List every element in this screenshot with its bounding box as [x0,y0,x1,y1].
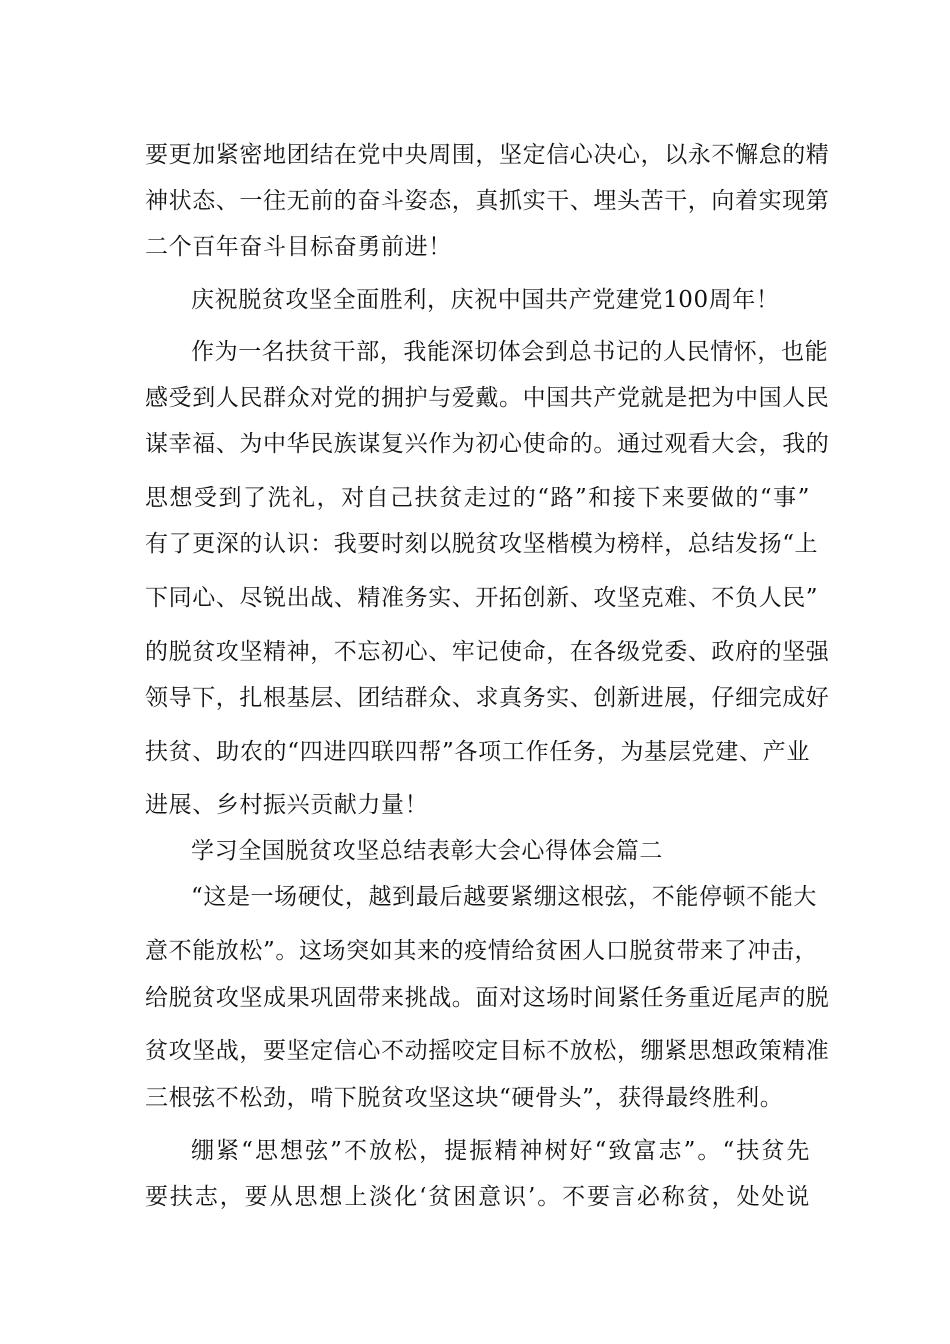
text-line: “这是一场硬仗，越到最后越要紧绷这根弦，不能停顿不能大 [191,884,817,910]
text-line: 谋幸福、为中华民族谋复兴作为初心使命的。通过观看大会，我的 [145,431,830,457]
text-line: 贫攻坚战，要坚定信心不动摇咬定目标不放松，绷紧思想政策精准 [145,1038,830,1064]
text-line: 三根弦不松劲，啃下脱贫攻坚这块“硬骨头”，获得最终胜利。 [145,1085,784,1111]
text-line: 庆祝脱贫攻坚全面胜利，庆祝中国共产党建党100周年！ [191,287,780,313]
text-line: 要扶志，要从思想上淡化‘贫困意识’。不要言必称贫，处处说 [145,1184,810,1210]
text-line: 意不能放松”。这场突如其来的疫情给贫困人口脱贫带来了冲击， [145,938,819,964]
text-line: 领导下，扎根基层、团结群众、求真务实、创新进展，仔细完成好 [145,685,830,711]
text-line: 感受到人民群众对党的拥护与爱戴。中国共产党就是把为中国人民 [145,385,830,411]
section-heading: 学习全国脱贫攻坚总结表彰大会心得体会篇二 [191,838,663,864]
text-line: 扶贫、助农的“四进四联四帮”各项工作任务，为基层党建、产业 [145,739,810,765]
text-line: 有了更深的认识：我要时刻以脱贫攻坚楷模为榜样，总结发扬“上 [145,531,819,557]
text-line: 思想受到了洗礼，对自己扶贫走过的“路”和接下来要做的“事” [145,485,810,511]
text-line: 的脱贫攻坚精神，不忘初心、牢记使命，在各级党委、政府的坚强 [145,639,830,665]
text-line: 要更加紧密地团结在党中央周围，坚定信心决心，以永不懈怠的精 [145,142,830,168]
text-line: 下同心、尽锐出战、精准务实、开拓创新、攻坚克难、不负人民” [145,585,819,611]
text-line: 给脱贫攻坚成果巩固带来挑战。面对这场时间紧任务重近尾声的脱 [145,985,830,1011]
text-line: 作为一名扶贫干部，我能深切体会到总书记的人民情怀，也能 [191,339,829,365]
text-line: 二个百年奋斗目标奋勇前进！ [145,234,452,260]
text-line: 绷紧“思想弦”不放松，提振精神树好“致富志”。“扶贫先 [191,1138,810,1164]
text-line: 进展、乡村振兴贡献力量！ [145,792,429,818]
text-line: 神状态、一往无前的奋斗姿态，真抓实干、埋头苦干，向着实现第 [145,188,830,214]
